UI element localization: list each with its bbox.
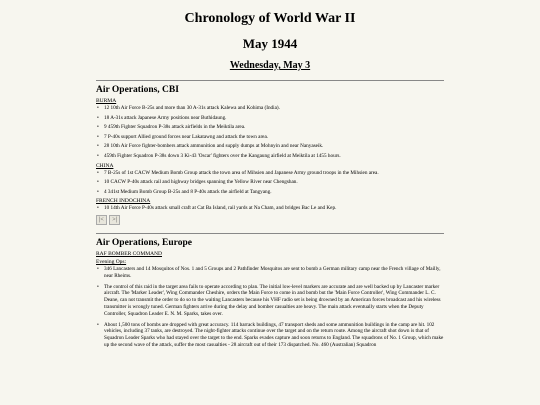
list-item: • 12 10th Air Force B-25s and more than 30 A-31s attack Kalewa and Kohima (India).: [96, 105, 444, 112]
last-page-icon[interactable]: >|: [109, 215, 120, 225]
first-page-icon[interactable]: |<: [96, 215, 107, 225]
date-heading: Wednesday, May 3: [229, 60, 311, 71]
section-air-operations-cbi: [96, 85, 444, 225]
subheading-burma: BURMA: [96, 98, 117, 104]
list-item: • 7 B-25s of 1st CACW Medium Bomb Group attack the town area of Mihsien and Japanese Army ground troops in the Mihsien area.: [96, 170, 444, 177]
list-item: • 10 14th Air Force P-40s attack small craft at Cat Ba Island, rail yards at Na Cham, and bridges Bac Le and Kep.: [96, 205, 444, 212]
list-item: • 4 341st Medium Bomb Group B-25s and 8 P-40s attack the airfield at Tangyang.: [96, 189, 444, 196]
subheading-raf-bomber-command: RAF BOMBER COMMAND: [96, 250, 163, 257]
section-heading-cbi: Air Operations, CBI: [96, 85, 179, 95]
list-item: • 18 A-31s attack Japanese Army positions near Buthidaung.: [96, 115, 444, 122]
paragraph: • 346 Lancasters and 14 Mosquitos of Nos. 1 and 5 Groups and 2 Pathfinder Mosquitos are sent to bomb a German military camp near the French village of Mailly, near Rheims.: [96, 266, 444, 280]
nav-controls: [96, 215, 444, 225]
paragraph: • About 1,500 tons of bombs are dropped with great accuracy. 114 barrack buildings, 47 transport sheds and some ammunition buildings in the camp are hit. 102 vehicles, including 37 tanks, are destroyed. The night-fighter attacks continue over the target and on the return route. Among the aircraft shot down is that of Squadron Leader Sparks who had stayed over the target to the end. Sparks evades capture and soon returns to England. The squadrons of No. 1 Group, which make up the second wave of the attack, suffer the most casualties - 28 aircraft out of their 173 dispatched. No. 460 (Australian) Squadron: [96, 322, 444, 349]
divider: [96, 233, 444, 234]
month-heading: May 1944: [242, 36, 298, 51]
list-item: • 9 459th Fighter Squadron P-38s attack airfields in the Meiktila area.: [96, 124, 444, 131]
list-item: • 28 10th Air Force fighter-bombers attack ammunition and supply dumps at Mohnyin and near Nanyaseik.: [96, 143, 444, 150]
list-item: • 459th Fighter Squadron P-38s down 3 Ki-43 'Oscar' fighters over the Kangaung airfield at Meiktila at 1455 hours.: [96, 153, 444, 160]
list-item: • 10 CACW P-40s attack rail and highway bridges spanning the Yellow River near Chengshan.: [96, 179, 444, 186]
list-french-indochina: [96, 205, 444, 212]
subheading-french-indochina: FRENCH INDOCHINA: [96, 198, 151, 205]
section-air-operations-europe: [96, 238, 444, 349]
list-item: • 7 P-40s support Allied ground forces near Lakatawng and attack the town area.: [96, 134, 444, 141]
subheading-china: CHINA: [96, 162, 114, 169]
evening-ops-label: Evening Ops:: [96, 258, 127, 265]
page-title: Chronology of World War II: [184, 11, 356, 26]
paragraph: • The control of this raid in the target area fails to operate according to plan. The initial low-level markers are accurate and are well backed up by Lancaster marker aircraft. The 'Marker Leader', Wing Commander Cheshire, orders the Main Force to come in and bomb but the 'Main Force Controller', Wing Commander L. C. Deane, can not transmit the order to do so to the waiting Lancasters because his VHF radio set is being drowned by an American forces broadcast and his wireless transmitter is wrongly tuned. German fighters arrive during the delay and bomber casualties are heavy. The main attack eventually starts when the Deputy Controller, Squadron Leader E. N. M. Sparks, takes over.: [96, 284, 444, 318]
list-burma: [96, 105, 444, 160]
section-heading-europe: Air Operations, Europe: [96, 237, 192, 248]
list-china: [96, 170, 444, 196]
divider: [96, 80, 444, 81]
